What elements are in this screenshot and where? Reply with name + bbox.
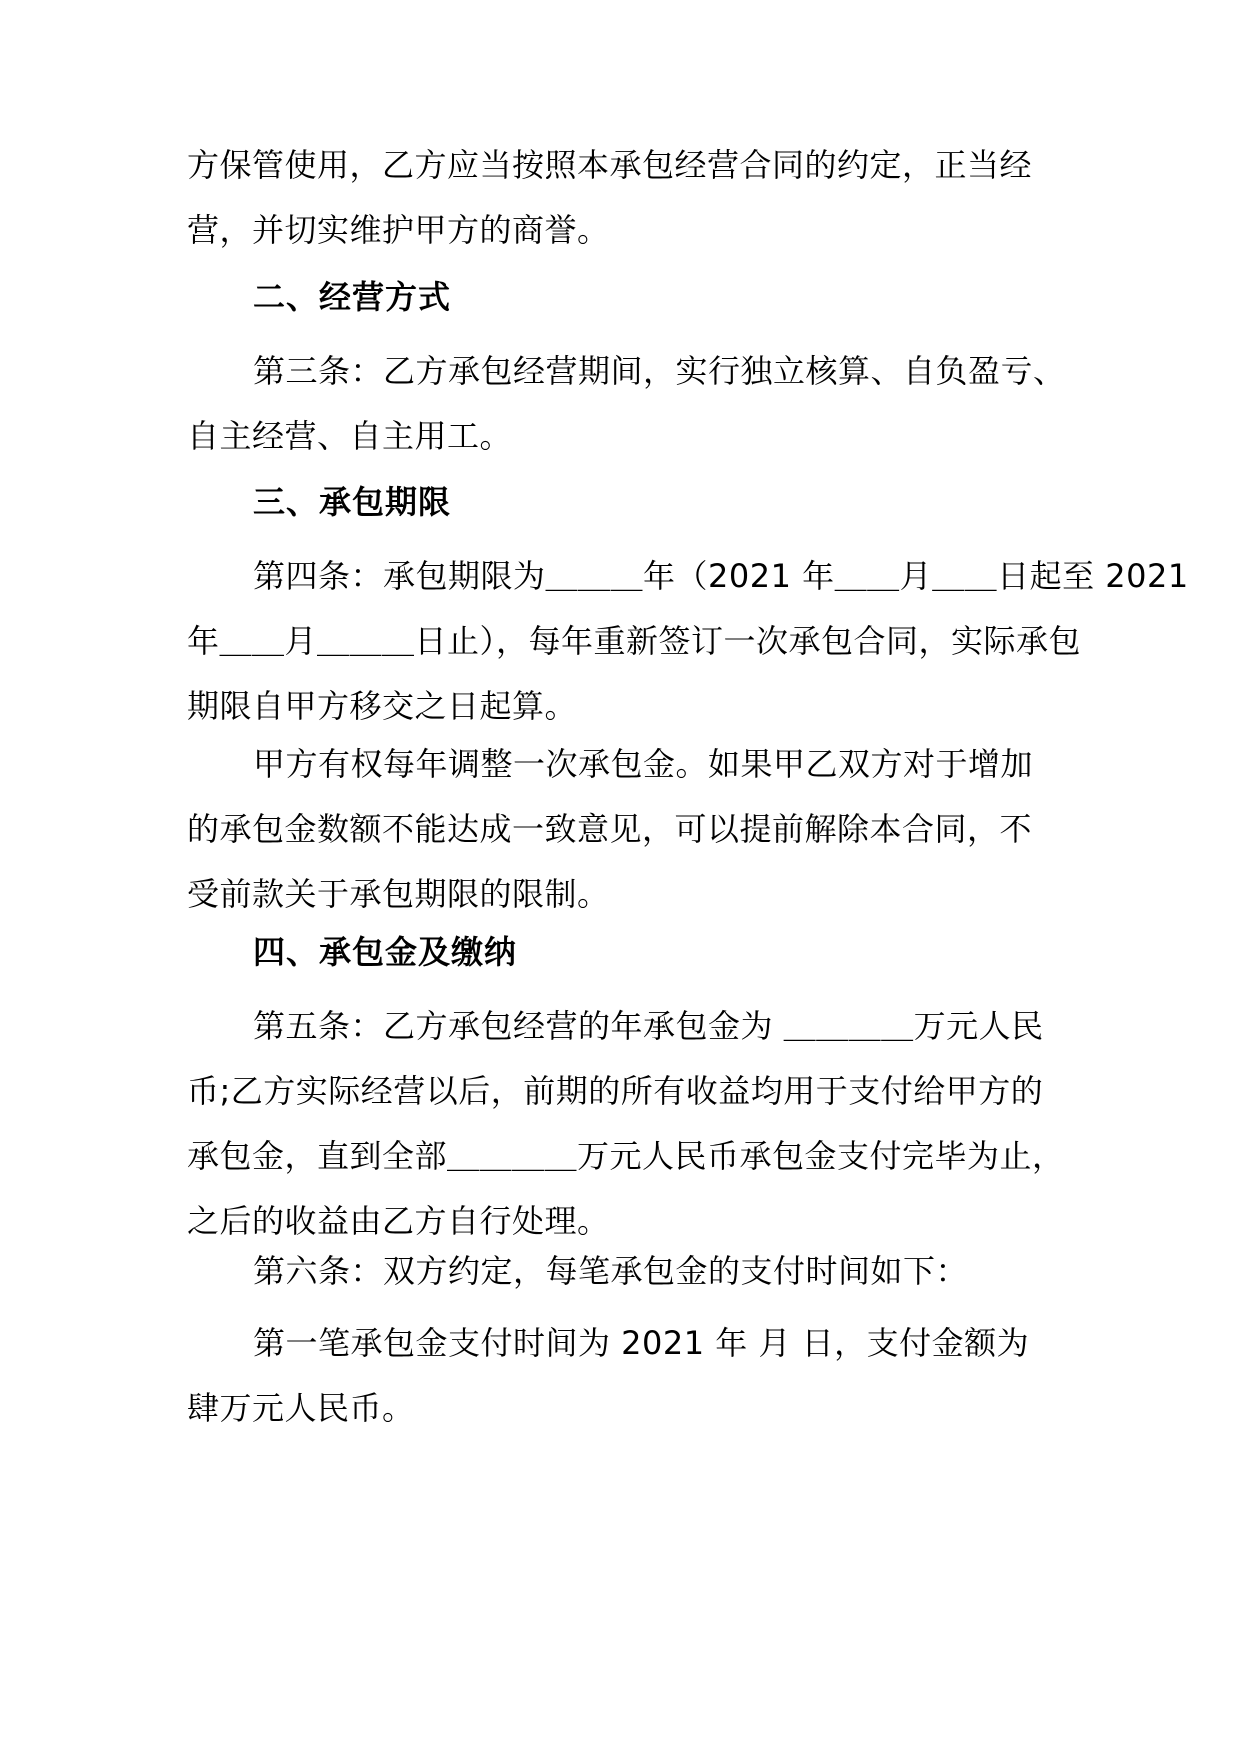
text-line: 自主经营、自主用工。 [187,417,513,455]
text-line: 币;乙方实际经营以后，前期的所有收益均用于支付给甲方的 [187,1072,1044,1110]
text-line: 之后的收益由乙方自行处理。 [187,1202,610,1240]
paragraph-first-payment [187,1311,1067,1441]
paragraph-article-4 [187,544,1189,739]
section-heading-payment: 四、承包金及缴纳 [253,933,518,971]
paragraph-continuation [187,133,1067,263]
paragraph-adjustment [187,732,1067,927]
text-line: 营，并切实维护甲方的商誉。 [187,211,610,249]
text-line: 肆万元人民币。 [187,1389,415,1427]
text-line: 第三条：乙方承包经营期间，实行独立核算、自负盈亏、 [253,352,1066,390]
section-heading-contract-term: 三、承包期限 [253,483,452,521]
text-line: 期限自甲方移交之日起算。 [187,687,578,725]
text-line: 方保管使用，乙方应当按照本承包经营合同的约定，正当经 [187,146,1033,184]
text-line: 第六条：双方约定，每笔承包金的支付时间如下： [253,1252,969,1290]
text-line: 第五条：乙方承包经营的年承包金为 ＿＿＿＿万元人民 [253,1007,1044,1045]
text-line: 的承包金数额不能达成一致意见，可以提前解除本合同，不 [187,810,1033,848]
section-heading-business-mode: 二、经营方式 [253,278,452,316]
text-line: 承包金，直到全部＿＿＿＿万元人民币承包金支付完毕为止， [187,1137,1065,1175]
paragraph-article-6 [187,1239,1067,1304]
text-line: 甲方有权每年调整一次承包金。如果甲乙双方对于增加 [253,745,1034,783]
text-line: 年＿＿月＿＿＿日止），每年重新签订一次承包合同，实际承包 [187,622,1082,660]
text-line: 第四条：承包期限为＿＿＿年（2021 年＿＿月＿＿日起至 2021 [253,557,1189,595]
paragraph-article-5 [187,994,1067,1254]
paragraph-article-3 [187,339,1067,469]
text-line: 第一笔承包金支付时间为 2021 年 月 日，支付金额为 [253,1324,1030,1362]
text-line: 受前款关于承包期限的限制。 [187,875,610,913]
